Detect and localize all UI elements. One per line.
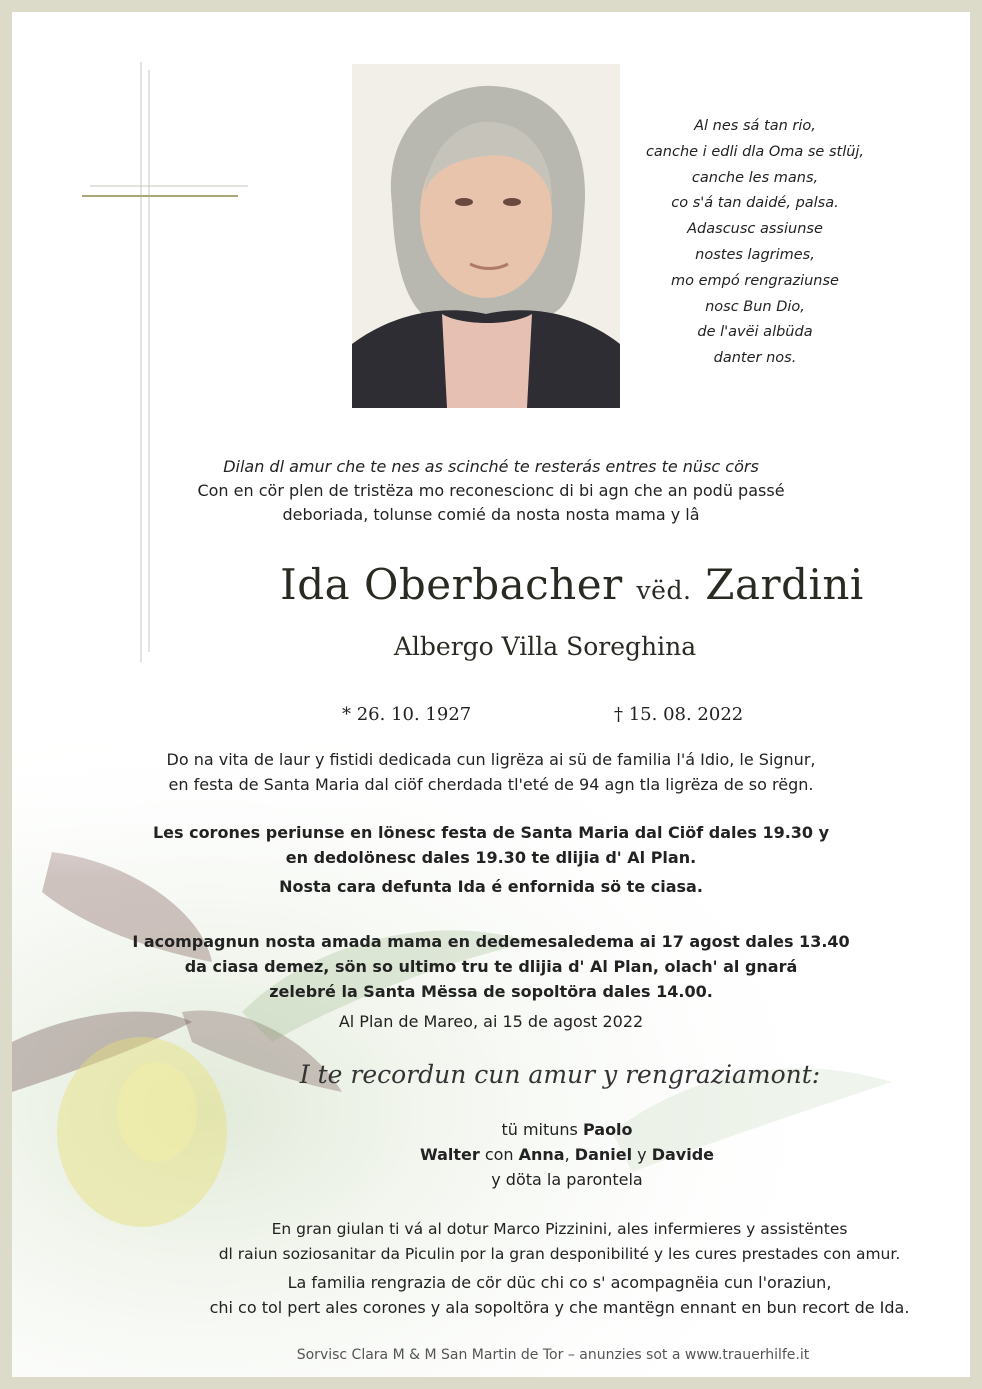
text-line: da ciasa demez, sön so ultimo tru te dlijia d' Al Plan, olach' al gnará: [184, 957, 798, 976]
first-name: Ida Oberbacher: [280, 560, 623, 609]
poem-line: nosc Bun Dio,: [705, 298, 805, 315]
text-line: chi co tol pert ales corones y ala sopoltöra y che mantëgn ennant en bun recort de Ida.: [209, 1298, 910, 1317]
text-line: dl raiun soziosanitar da Piculin por la gran desponibilité y les cures prestades con amur.: [218, 1245, 901, 1263]
poem-line: nostes lagrimes,: [695, 246, 815, 263]
poem-line: co s'á tan daidé, palsa.: [671, 195, 839, 212]
family-member: Davide: [651, 1145, 715, 1164]
portrait-photo: [352, 64, 620, 408]
intro-line: Dilan dl amur che te nes as scinché te resterás entres te nüsc cörs: [223, 457, 759, 476]
obituary-card: [12, 12, 970, 1377]
intro-line: Con en cör plen de tristëza mo reconescionc di bi agn che an podü passé: [197, 481, 785, 500]
thanks-text-family: [12, 1270, 970, 1320]
poem-line: de l'avëi albüda: [697, 324, 813, 341]
footer-text: Sorvisc Clara M & M San Martin de Tor – anunzies sot a www.trauerhilfe.it: [296, 1347, 810, 1363]
death-date: † 15. 08. 2022: [614, 704, 744, 725]
deceased-name: [12, 560, 970, 609]
poem: [632, 114, 878, 372]
family-member: Anna: [518, 1145, 565, 1164]
intro-text: [12, 455, 970, 527]
family-list: [12, 1117, 970, 1192]
life-text: [12, 747, 970, 797]
poem-line: canche i edli dla Oma se stlüj,: [645, 143, 865, 160]
family-text: tü mituns: [501, 1120, 583, 1139]
text-line: en festa de Santa Maria dal ciöf cherdada tl'eté de 94 agn tla ligrëza de so rëgn.: [168, 775, 814, 794]
birth-date: * 26. 10. 1927: [342, 704, 472, 725]
hotel-name: Albergo Villa Soreghina: [393, 632, 697, 661]
text-line: I acompagnun nosta amada mama en dedemesaledema ai 17 agost dales 13.40: [132, 932, 850, 951]
family-member: Paolo: [582, 1120, 633, 1139]
text-line: Les corones periunse en lönesc festa de Santa Maria dal Ciöf dales 19.30 y: [152, 823, 830, 842]
last-name: Zardini: [705, 560, 864, 609]
poem-line: danter nos.: [713, 350, 797, 367]
poem-line: Al nes sá tan rio,: [694, 118, 816, 134]
family-text: ,: [564, 1145, 575, 1164]
text-line: La familia rengrazia de cör düc chi co s' acompagnëia cun l'oraziun,: [287, 1273, 832, 1292]
thanks-text: [12, 1217, 970, 1267]
home-info: Nosta cara defunta Ida é enfornida sö te ciasa.: [279, 877, 703, 896]
family-line: y döta la parontela: [491, 1170, 643, 1189]
family-line: [12, 1117, 970, 1142]
text-line: en dedolönesc dales 19.30 te dlijia d' Al Plan.: [285, 848, 697, 867]
family-line: [12, 1142, 970, 1167]
funeral-info: [12, 929, 970, 1004]
intro-line: deboriada, tolunse comié da nosta nosta mama y lâ: [282, 505, 700, 524]
wake-info: [12, 820, 970, 870]
text-line: Do na vita de laur y fistidi dedicada cun ligrëza ai sü de familia l'á Idio, le Signur,: [166, 750, 816, 769]
family-text: y: [632, 1145, 652, 1164]
poem-line: canche les mans,: [691, 169, 819, 186]
family-member: Daniel: [574, 1145, 633, 1164]
poem-line: mo empó rengraziunse: [671, 272, 839, 289]
place-date: Al Plan de Mareo, ai 15 de agost 2022: [338, 1012, 644, 1031]
family-member: Walter: [419, 1145, 480, 1164]
text-line: zelebré la Santa Mëssa de sopoltöra dales 14.00.: [269, 982, 713, 1001]
poem-line: Adascusc assiunse: [687, 221, 823, 238]
family-text: con: [479, 1145, 519, 1164]
widow-marker: vëd.: [636, 576, 692, 605]
remembrance-heading: I te recordun cun amur y rengraziamont:: [299, 1060, 821, 1089]
text-line: En gran giulan ti vá al dotur Marco Pizzinini, ales infermieres y assistëntes: [271, 1220, 848, 1238]
